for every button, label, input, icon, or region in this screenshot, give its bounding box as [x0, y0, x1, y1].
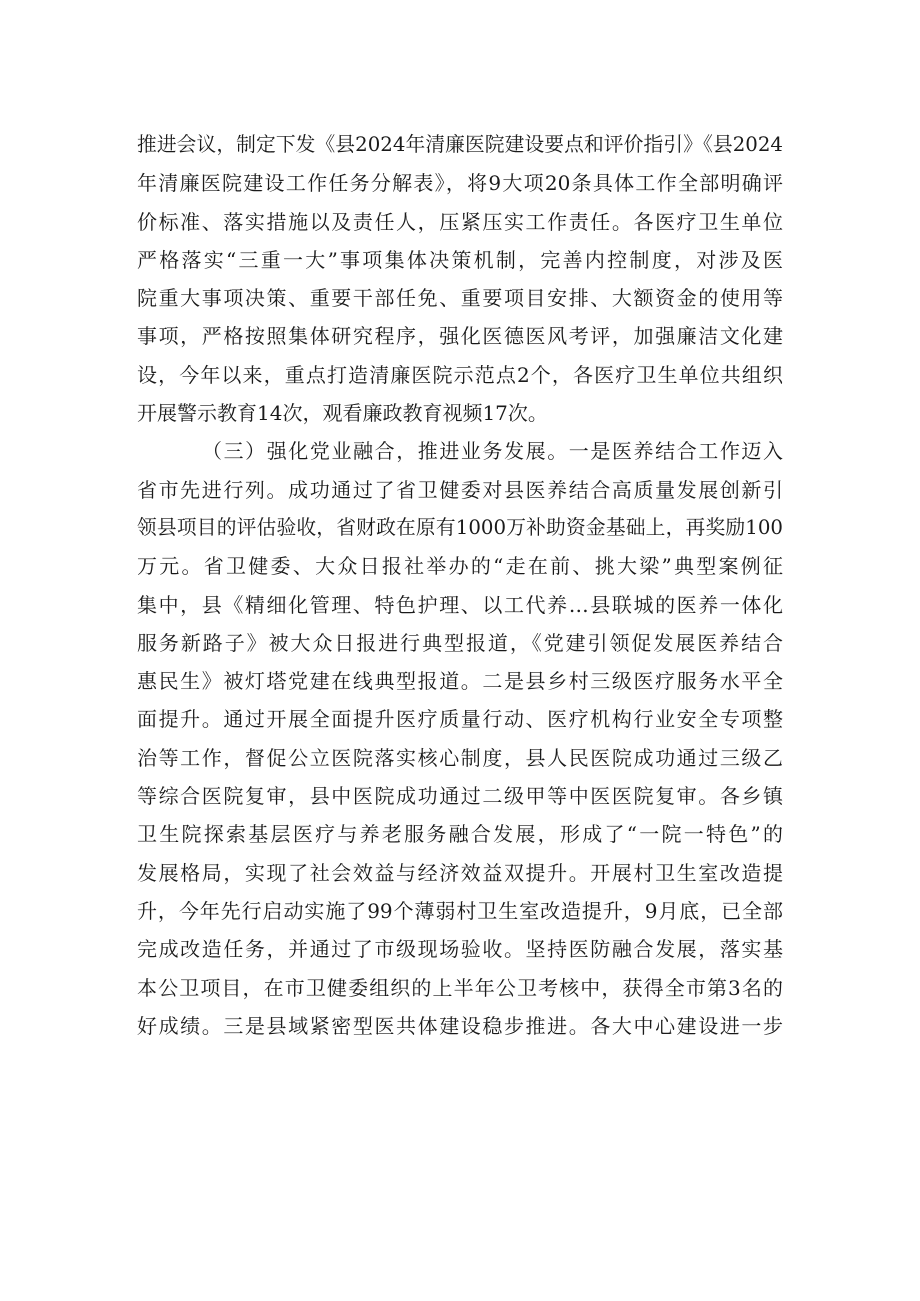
text-line: 设，今年以来，重点打造清廉医院示范点2个，各医疗卫生单位共组织	[137, 362, 783, 387]
text-line: 集中，县《精细化管理、特色护理、以工代养…县联城的医养一体化	[137, 592, 783, 617]
text-line: 惠民生》被灯塔党建在线典型报道。二是县乡村三级医疗服务水平全	[137, 669, 783, 694]
text-line: 发展格局，实现了社会效益与经济效益双提升。开展村卫生室改造提	[137, 860, 783, 885]
text-line: 完成改造任务，并通过了市级现场验收。坚持医防融合发展，落实基	[137, 937, 783, 962]
paragraph-integration	[137, 432, 783, 1045]
text-line: 等综合医院复审，县中医院成功通过二级甲等中医医院复审。各乡镇	[137, 784, 783, 809]
text-line: 省市先进行列。成功通过了省卫健委对县医养结合高质量发展创新引	[137, 477, 783, 502]
text-line: 严格落实“三重一大”事项集体决策机制，完善内控制度，对涉及医	[137, 247, 783, 272]
text-line: 升，今年先行启动实施了99个薄弱村卫生室改造提升，9月底，已全部	[137, 898, 783, 923]
document-body	[137, 126, 783, 1045]
text-line: 面提升。通过开展全面提升医疗质量行动、医疗机构行业安全专项整	[137, 707, 783, 732]
text-line: 万元。省卫健委、大众日报社举办的“走在前、挑大梁”典型案例征	[137, 554, 783, 579]
text-line: 卫生院探索基层医疗与养老服务融合发展，形成了“一院一特色”的	[137, 822, 783, 847]
text-line: 事项，严格按照集体研究程序，强化医德医风考评，加强廉洁文化建	[137, 324, 783, 349]
text-line: 价标准、落实措施以及责任人，压紧压实工作责任。各医疗卫生单位	[137, 209, 783, 234]
text-line: 好成绩。三是县域紧密型医共体建设稳步推进。各大中心建设进一步	[137, 1013, 783, 1038]
text-line: 推进会议，制定下发《县2024年清廉医院建设要点和评价指引》《县2024	[137, 133, 783, 156]
section-heading-line: （三）强化党业融合，推进业务发展。一是医养结合工作迈入	[202, 439, 783, 464]
text-line: 年清廉医院建设工作任务分解表》，将9大项20条具体工作全部明确评	[137, 171, 783, 196]
text-line: 院重大事项决策、重要干部任免、重要项目安排、大额资金的使用等	[137, 286, 783, 311]
text-line: 治等工作，督促公立医院落实核心制度，县人民医院成功通过三级乙	[137, 745, 783, 770]
text-line: 领县项目的评估验收，省财政在原有1000万补助资金基础上，再奖励100	[137, 515, 783, 539]
text-line: 本公卫项目，在市卫健委组织的上半年公卫考核中，获得全市第3名的	[137, 975, 783, 1000]
text-line: 开展警示教育14次，观看廉政教育视频17次。	[137, 401, 548, 426]
paragraph-accountability	[137, 126, 783, 432]
text-line: 服务新路子》被大众日报进行典型报道，《党建引领促发展医养结合	[137, 630, 783, 655]
